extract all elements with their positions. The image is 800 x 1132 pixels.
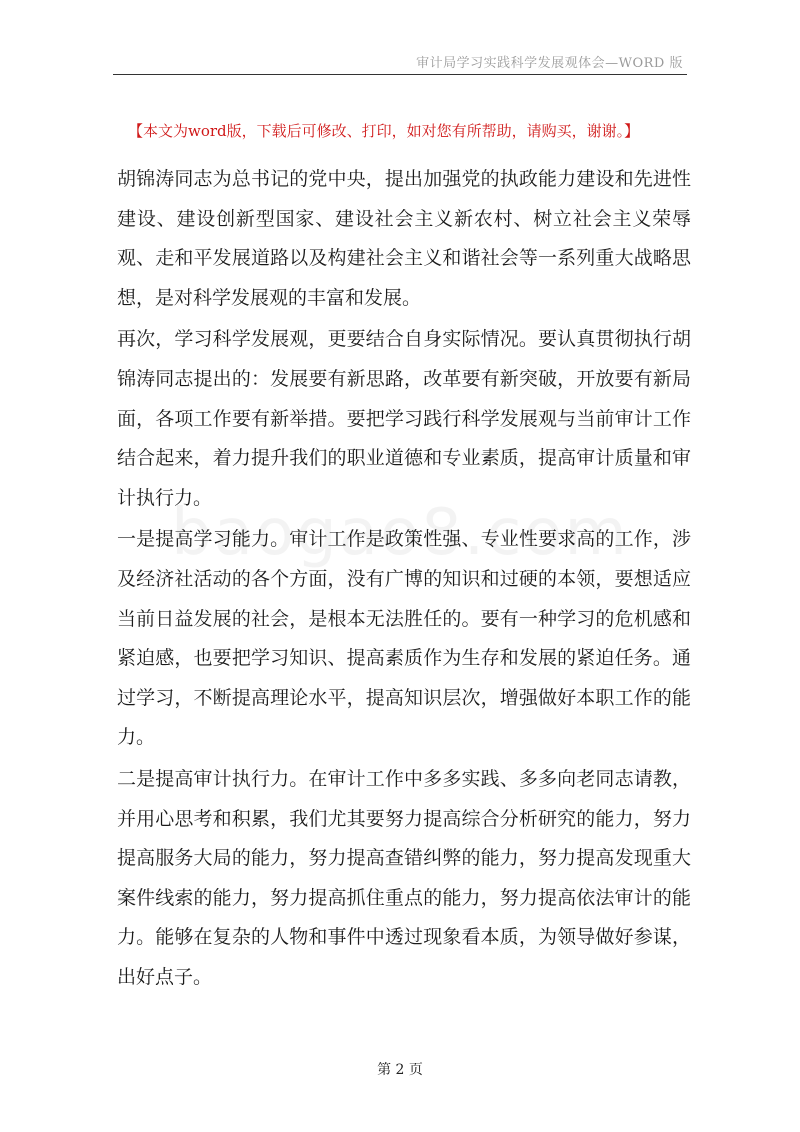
header-divider	[113, 74, 687, 75]
paragraph: 一是提高学习能力。审计工作是政策性强、专业性要求高的工作，涉及经济社活动的各个方面，没有广博的知识和过硬的本领，要想适应当前日益发展的社会，是根本无法胜任的。要有一种学习的危机感和紧迫感，也要把学习知识、提高素质作为生存和发展的紧迫任务。通过学习，不断提高理论水平，提高知识层次，增强做好本职工作的能力。	[117, 528, 691, 749]
document-body	[117, 160, 691, 999]
page-number: 第 2 页	[377, 1062, 423, 1078]
paragraph: 再次，学习科学发展观，更要结合自身实际情况。要认真贯彻执行胡锦涛同志提出的：发展要有新思路，改革要有新突破，开放要有新局面，各项工作要有新举措。要把学习践行科学发展观与当前审计工作结合起来，着力提升我们的职业道德和专业素质，提高审计质量和审计执行力。	[117, 328, 691, 509]
paragraph: 胡锦涛同志为总书记的党中央，提出加强党的执政能力建设和先进性建设、建设创新型国家、建设社会主义新农村、树立社会主义荣辱观、走和平发展道路以及构建社会主义和谐社会等一系列重大战略思想，是对科学发展观的丰富和发展。	[117, 168, 691, 309]
paragraph: 二是提高审计执行力。在审计工作中多多实践、多多向老同志请教，并用心思考和积累，我们尤其要努力提高综合分析研究的能力，努力提高服务大局的能力，努力提高查错纠弊的能力，努力提高发现重大案件线索的能力，努力提高抓住重点的能力，努力提高依法审计的能力。能够在复杂的人物和事件中透过现象看本质，为领导做好参谋，出好点子。	[117, 767, 691, 988]
page-header-title: 审计局学习实践科学发展观体会—WORD 版	[416, 56, 683, 71]
purchase-notice: 【本文为word版，下载后可修改、打印，如对您有所帮助，请购买，谢谢。】	[128, 122, 640, 140]
